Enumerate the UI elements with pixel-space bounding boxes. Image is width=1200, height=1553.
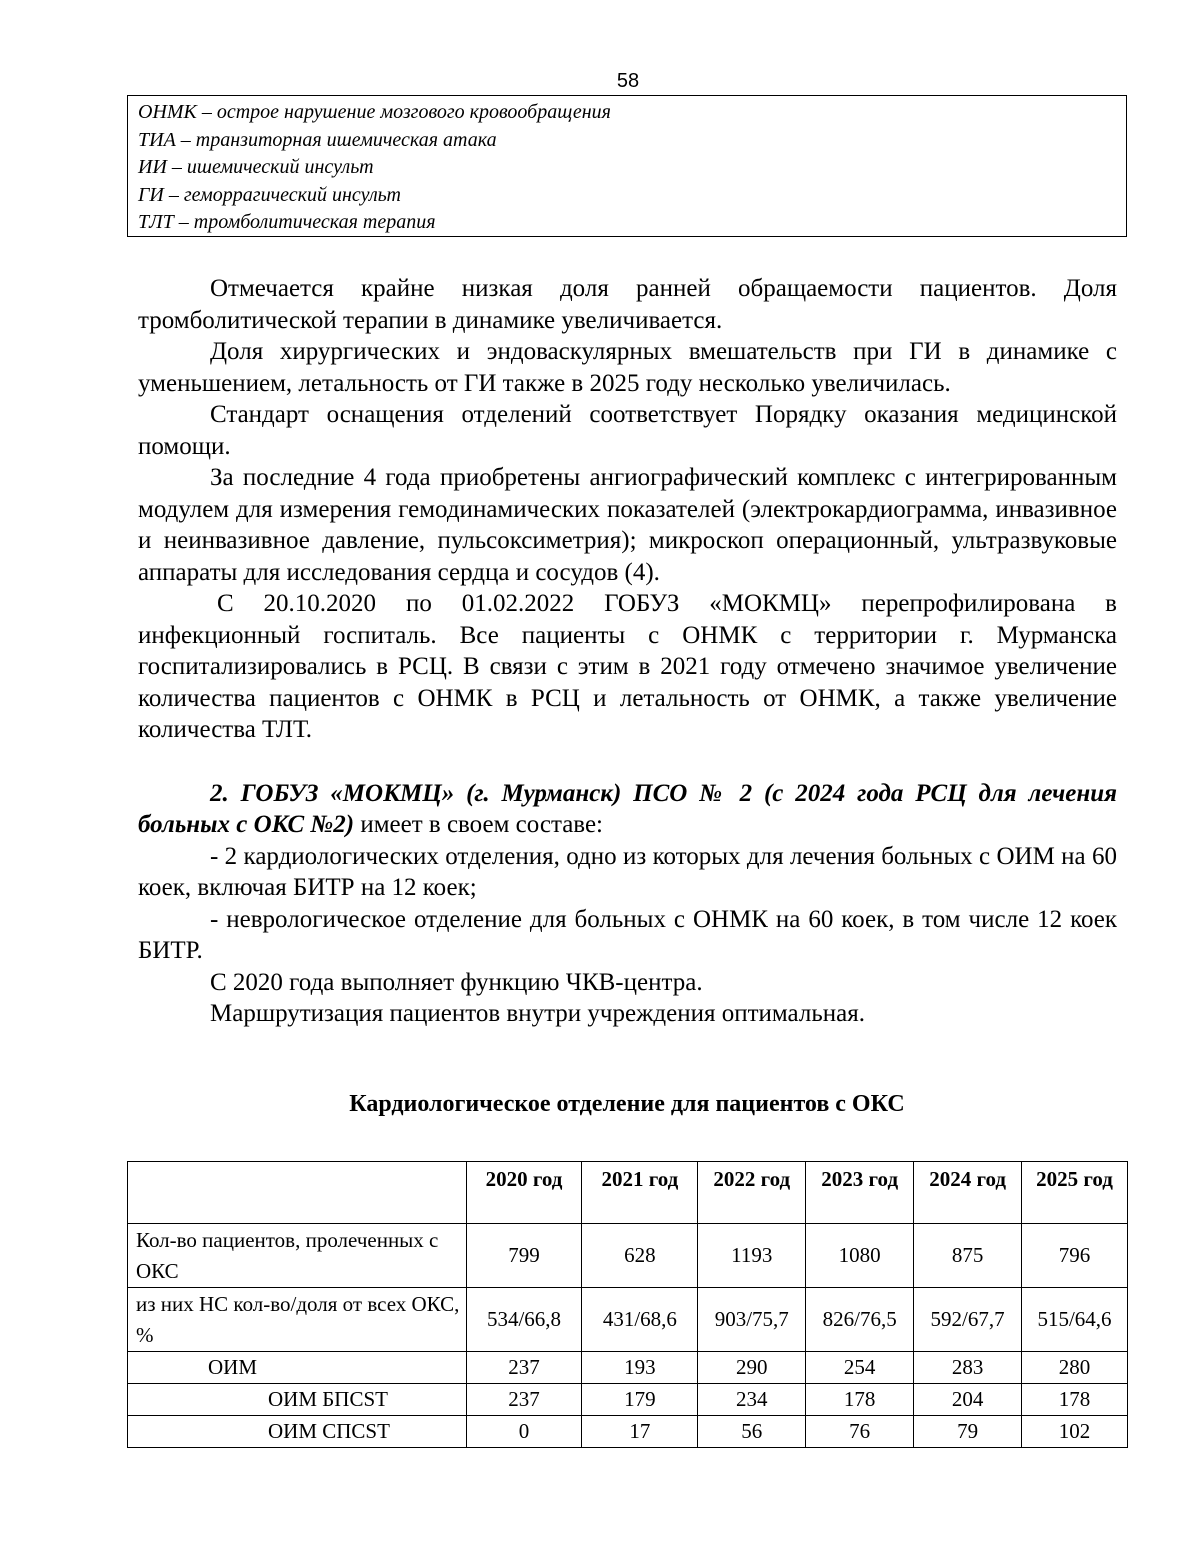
table-cell: 178 — [806, 1384, 914, 1416]
table-cell: 515/64,6 — [1022, 1288, 1128, 1352]
section-heading-rest: имеет в своем составе: — [354, 811, 603, 838]
paragraph-neurology-department: - неврологическое отделение для больных с ОНМК на 60 коек, в том числе 12 коек БИТР. — [138, 905, 1117, 964]
table-cell: 193 — [582, 1352, 698, 1384]
row-label: ОИМ — [128, 1352, 467, 1384]
section-heading-pso2 — [138, 778, 1117, 841]
table-cell: 628 — [582, 1224, 698, 1288]
paragraph-early-admission: Отмечается крайне низкая доля ранней обращаемости пациентов. Доля тромболитической терапии в динамике увеличивается. — [138, 275, 1117, 334]
table-cell: 0 — [466, 1416, 582, 1448]
paragraph-pci-center: С 2020 года выполняет функцию ЧКВ-центра. — [210, 968, 703, 996]
table-cell: 280 — [1022, 1352, 1128, 1384]
header-cell-2021: 2021 год — [582, 1162, 698, 1224]
table-cell: 799 — [466, 1224, 582, 1288]
paragraph-purchased-equipment: За последние 4 года приобретены ангиографический комплекс с интегрированным модулем для измерения гемодинамических показателей (электрокардиограмма, инвазивное и неинвазивное давление, пульсоксиметрия); микроскоп операционный, ультразвуковые аппараты для исследования сердца и сосудов (4). — [138, 464, 1117, 586]
abbreviation-line: ТИА – транзиторная ишемическая атака — [138, 128, 497, 151]
table-cell: 534/66,8 — [466, 1288, 582, 1352]
abbreviation-line: ОНМК – острое нарушение мозгового кровообращения — [138, 101, 611, 123]
paragraph-routing: Маршрутизация пациентов внутри учреждения оптимальная. — [210, 1000, 865, 1027]
abbreviations-box — [127, 95, 1127, 237]
header-cell-empty — [128, 1162, 467, 1224]
table-cell: 796 — [1022, 1224, 1128, 1288]
table-cell: 204 — [914, 1384, 1022, 1416]
table-row — [128, 1224, 1128, 1288]
table-cell: 178 — [1022, 1384, 1128, 1416]
table-cell: 76 — [806, 1416, 914, 1448]
table-header-row — [128, 1162, 1128, 1224]
row-label: ОИМ БПСST — [128, 1384, 467, 1416]
row-label: из них НС кол-во/доля от всех ОКС, % — [128, 1288, 467, 1352]
table-title: Кардиологическое отделение для пациентов с ОКС — [349, 1091, 905, 1117]
table-cell: 903/75,7 — [698, 1288, 806, 1352]
abbreviation-line: ИИ – ишемический инсульт — [138, 156, 374, 179]
paragraph-covid-reprofiling: С 20.10.2020 по 01.02.2022 ГОБУЗ «МОКМЦ» перепрофилирована в инфекционный госпиталь. Все пациенты с ОНМК с территории г. Мурманска госпитализировались в РСЦ. В связи с этим в 2021 году отмечено значимое увеличение количества пациентов с ОНМК в РСЦ и летальность от ОНМК, а также увеличение количества ТЛТ. — [138, 590, 1117, 743]
table-row — [128, 1352, 1128, 1384]
table-row — [128, 1384, 1128, 1416]
page-number: 58 — [616, 70, 640, 92]
table-cell: 875 — [914, 1224, 1022, 1288]
table-cell: 102 — [1022, 1416, 1128, 1448]
oks-statistics-table — [127, 1161, 1128, 1448]
table-cell: 17 — [582, 1416, 698, 1448]
abbreviation-line: ТЛТ – тромболитическая терапия — [138, 211, 436, 234]
section-heading-bold: 2. ГОБУЗ «МОКМЦ» (г. Мурманск) ПСО № 2 (с 2024 года РСЦ для лечения больных с ОКС №2) — [138, 779, 1117, 838]
table-cell: 234 — [698, 1384, 806, 1416]
table-cell: 431/68,6 — [582, 1288, 698, 1352]
table-cell: 1080 — [806, 1224, 914, 1288]
abbreviation-line: ГИ – геморрагический инсульт — [138, 183, 401, 206]
row-label: Кол-во пациентов, пролеченных с ОКС — [128, 1224, 467, 1288]
table-cell: 826/76,5 — [806, 1288, 914, 1352]
table-cell: 237 — [466, 1384, 582, 1416]
row-label: ОИМ СПСST — [128, 1416, 467, 1448]
table-row — [128, 1288, 1128, 1352]
table-cell: 179 — [582, 1384, 698, 1416]
document-body — [138, 273, 1117, 1030]
table-row — [128, 1416, 1128, 1448]
table-cell: 237 — [466, 1352, 582, 1384]
header-cell-2025: 2025 год — [1022, 1162, 1128, 1224]
table-cell: 592/67,7 — [914, 1288, 1022, 1352]
table-cell: 79 — [914, 1416, 1022, 1448]
header-cell-2022: 2022 год — [698, 1162, 806, 1224]
table-cell: 283 — [914, 1352, 1022, 1384]
paragraph-cardiology-departments: - 2 кардиологических отделения, одно из которых для лечения больных с ОИМ на 60 коек, включая БИТР на 12 коек; — [138, 842, 1117, 901]
header-cell-2023: 2023 год — [806, 1162, 914, 1224]
header-cell-2024: 2024 год — [914, 1162, 1022, 1224]
table-cell: 254 — [806, 1352, 914, 1384]
table-cell: 1193 — [698, 1224, 806, 1288]
table-cell: 56 — [698, 1416, 806, 1448]
header-cell-2020: 2020 год — [466, 1162, 582, 1224]
paragraph-surgical-interventions: Доля хирургических и эндоваскулярных вмешательств при ГИ в динамике с уменьшением, летальность от ГИ также в 2025 году несколько увеличилась. — [138, 338, 1117, 397]
table-cell: 290 — [698, 1352, 806, 1384]
paragraph-equipment-standard: Стандарт оснащения отделений соответствует Порядку оказания медицинской помощи. — [138, 401, 1117, 460]
